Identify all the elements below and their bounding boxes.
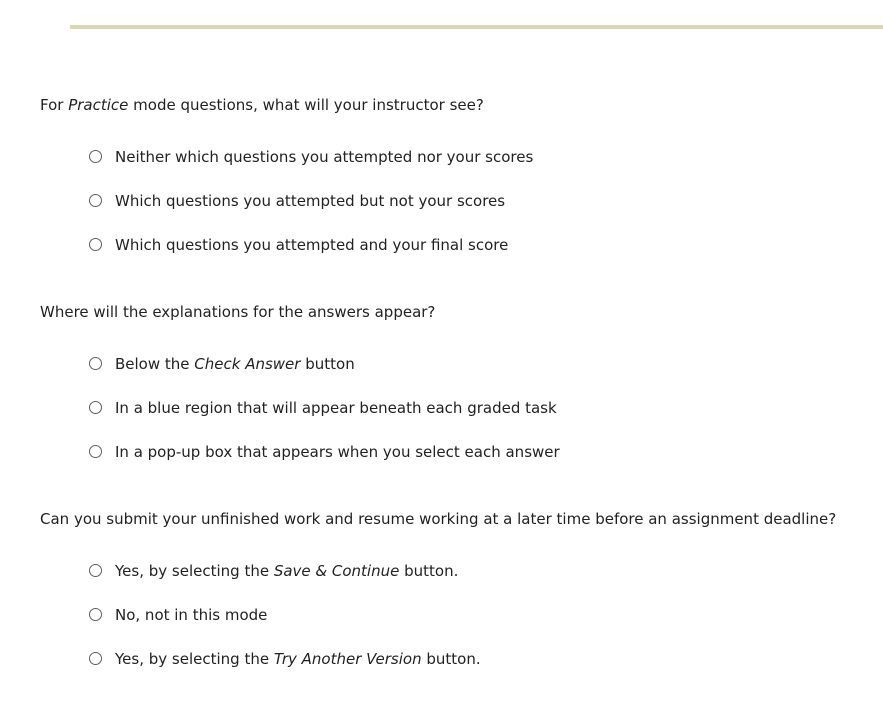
question-1-option-2[interactable] <box>89 191 533 211</box>
radio-unselected-icon[interactable] <box>89 564 102 577</box>
radio-unselected-icon[interactable] <box>89 445 102 458</box>
question-3-option-1[interactable] <box>89 561 481 581</box>
option-label: Yes, by selecting the Save & Continue button. <box>115 562 459 580</box>
question-1-options <box>89 147 533 255</box>
radio-unselected-icon[interactable] <box>89 150 102 163</box>
question-2-option-1[interactable] <box>89 354 560 374</box>
question-3-option-3[interactable] <box>89 649 481 669</box>
radio-unselected-icon[interactable] <box>89 652 102 665</box>
question-1-option-3[interactable] <box>89 235 533 255</box>
option-label: In a blue region that will appear beneath each graded task <box>115 399 557 417</box>
radio-unselected-icon[interactable] <box>89 238 102 251</box>
question-3-option-2[interactable] <box>89 605 481 625</box>
option-label: In a pop-up box that appears when you select each answer <box>115 443 560 461</box>
radio-unselected-icon[interactable] <box>89 401 102 414</box>
question-3-text: Can you submit your unfinished work and resume working at a later time before an assignment deadline? <box>40 510 837 528</box>
question-3-options <box>89 561 481 669</box>
radio-unselected-icon[interactable] <box>89 357 102 370</box>
question-2-option-3[interactable] <box>89 442 560 462</box>
radio-unselected-icon[interactable] <box>89 608 102 621</box>
question-1-option-1[interactable] <box>89 147 533 167</box>
question-2-options <box>89 354 560 462</box>
option-label: Neither which questions you attempted nor your scores <box>115 148 534 166</box>
option-label: Below the Check Answer button <box>115 355 355 373</box>
option-label: Which questions you attempted and your final score <box>115 236 509 254</box>
radio-unselected-icon[interactable] <box>89 194 102 207</box>
question-2-text: Where will the explanations for the answers appear? <box>40 303 436 321</box>
question-1-text: For Practice mode questions, what will your instructor see? <box>40 96 484 114</box>
option-label: No, not in this mode <box>115 606 268 624</box>
top-divider <box>70 25 883 29</box>
option-label: Yes, by selecting the Try Another Version button. <box>115 650 481 668</box>
question-2-option-2[interactable] <box>89 398 560 418</box>
option-label: Which questions you attempted but not your scores <box>115 192 506 210</box>
